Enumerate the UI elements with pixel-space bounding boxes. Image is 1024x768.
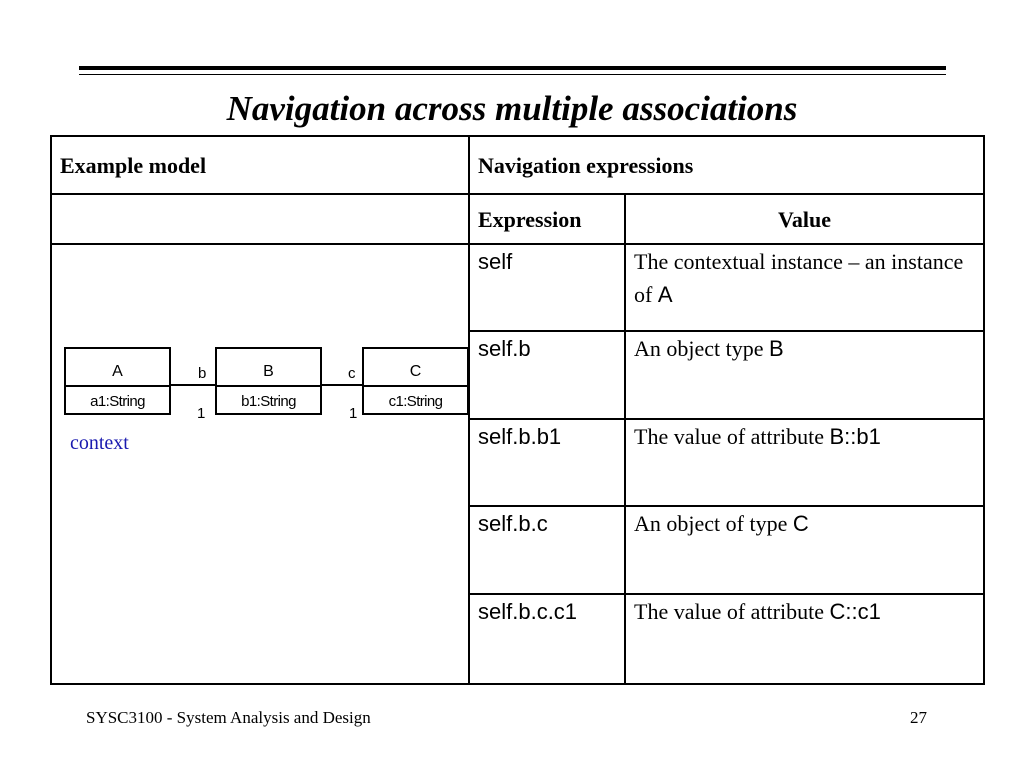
uml-class-a	[64, 347, 171, 415]
uml-class-c	[362, 347, 469, 415]
page-number: 27	[910, 708, 927, 727]
uml-class-b	[215, 347, 322, 415]
uml-class-a-name: A	[66, 349, 169, 387]
top-rule-thin	[79, 74, 946, 75]
value-cell	[625, 594, 984, 684]
uml-diagram	[52, 245, 468, 683]
uml-class-c-attribute: c1:String	[388, 393, 443, 410]
header-example-model: Example model	[51, 136, 469, 194]
table-subheader-row	[51, 194, 984, 244]
association-line-c	[320, 384, 362, 386]
value-code: A	[657, 282, 673, 307]
uml-class-c-name: C	[364, 349, 467, 387]
value-cell	[625, 331, 984, 419]
value-text: The value of attribute	[634, 599, 830, 624]
subheader-expression: Expression	[469, 194, 625, 244]
association-line-b	[169, 384, 215, 386]
header-navigation-expressions: Navigation expressions	[469, 136, 984, 194]
table-row	[51, 244, 984, 331]
footer-course-title: SYSC3100 - System Analysis and Design	[86, 708, 371, 727]
association-c-role: c	[348, 365, 356, 382]
value-code: B	[769, 336, 784, 361]
value-text: An object type	[634, 336, 770, 361]
expression-cell: self.b.c	[469, 506, 625, 594]
navigation-table	[50, 135, 985, 685]
expression-cell: self.b.b1	[469, 419, 625, 506]
uml-class-a-attribute: a1:String	[90, 393, 145, 410]
value-text: An object of type	[634, 511, 793, 536]
subheader-value: Value	[625, 194, 984, 244]
value-code: C	[792, 511, 809, 536]
top-rule-thick	[79, 66, 946, 70]
expression-cell: self	[469, 244, 625, 331]
uml-class-b-name: B	[217, 349, 320, 387]
uml-class-b-attribute: b1:String	[241, 393, 296, 410]
slide-title: Navigation across multiple associations	[226, 89, 798, 128]
association-b-multiplicity: 1	[197, 405, 206, 422]
value-text: The value of attribute	[634, 424, 830, 449]
value-cell	[625, 506, 984, 594]
value-cell	[625, 244, 984, 331]
context-label: context	[70, 432, 129, 454]
value-text: The contextual instance – an instance of	[634, 249, 964, 307]
expression-cell: self.b.c.c1	[469, 594, 625, 684]
association-c-multiplicity: 1	[349, 405, 358, 422]
value-code: B::b1	[829, 424, 881, 449]
association-b-role: b	[198, 365, 207, 382]
value-code: C::c1	[829, 599, 881, 624]
subheader-empty-cell	[51, 194, 469, 244]
example-model-cell	[51, 244, 469, 684]
expression-cell: self.b	[469, 331, 625, 419]
value-cell	[625, 419, 984, 506]
table-header-row	[51, 136, 984, 194]
